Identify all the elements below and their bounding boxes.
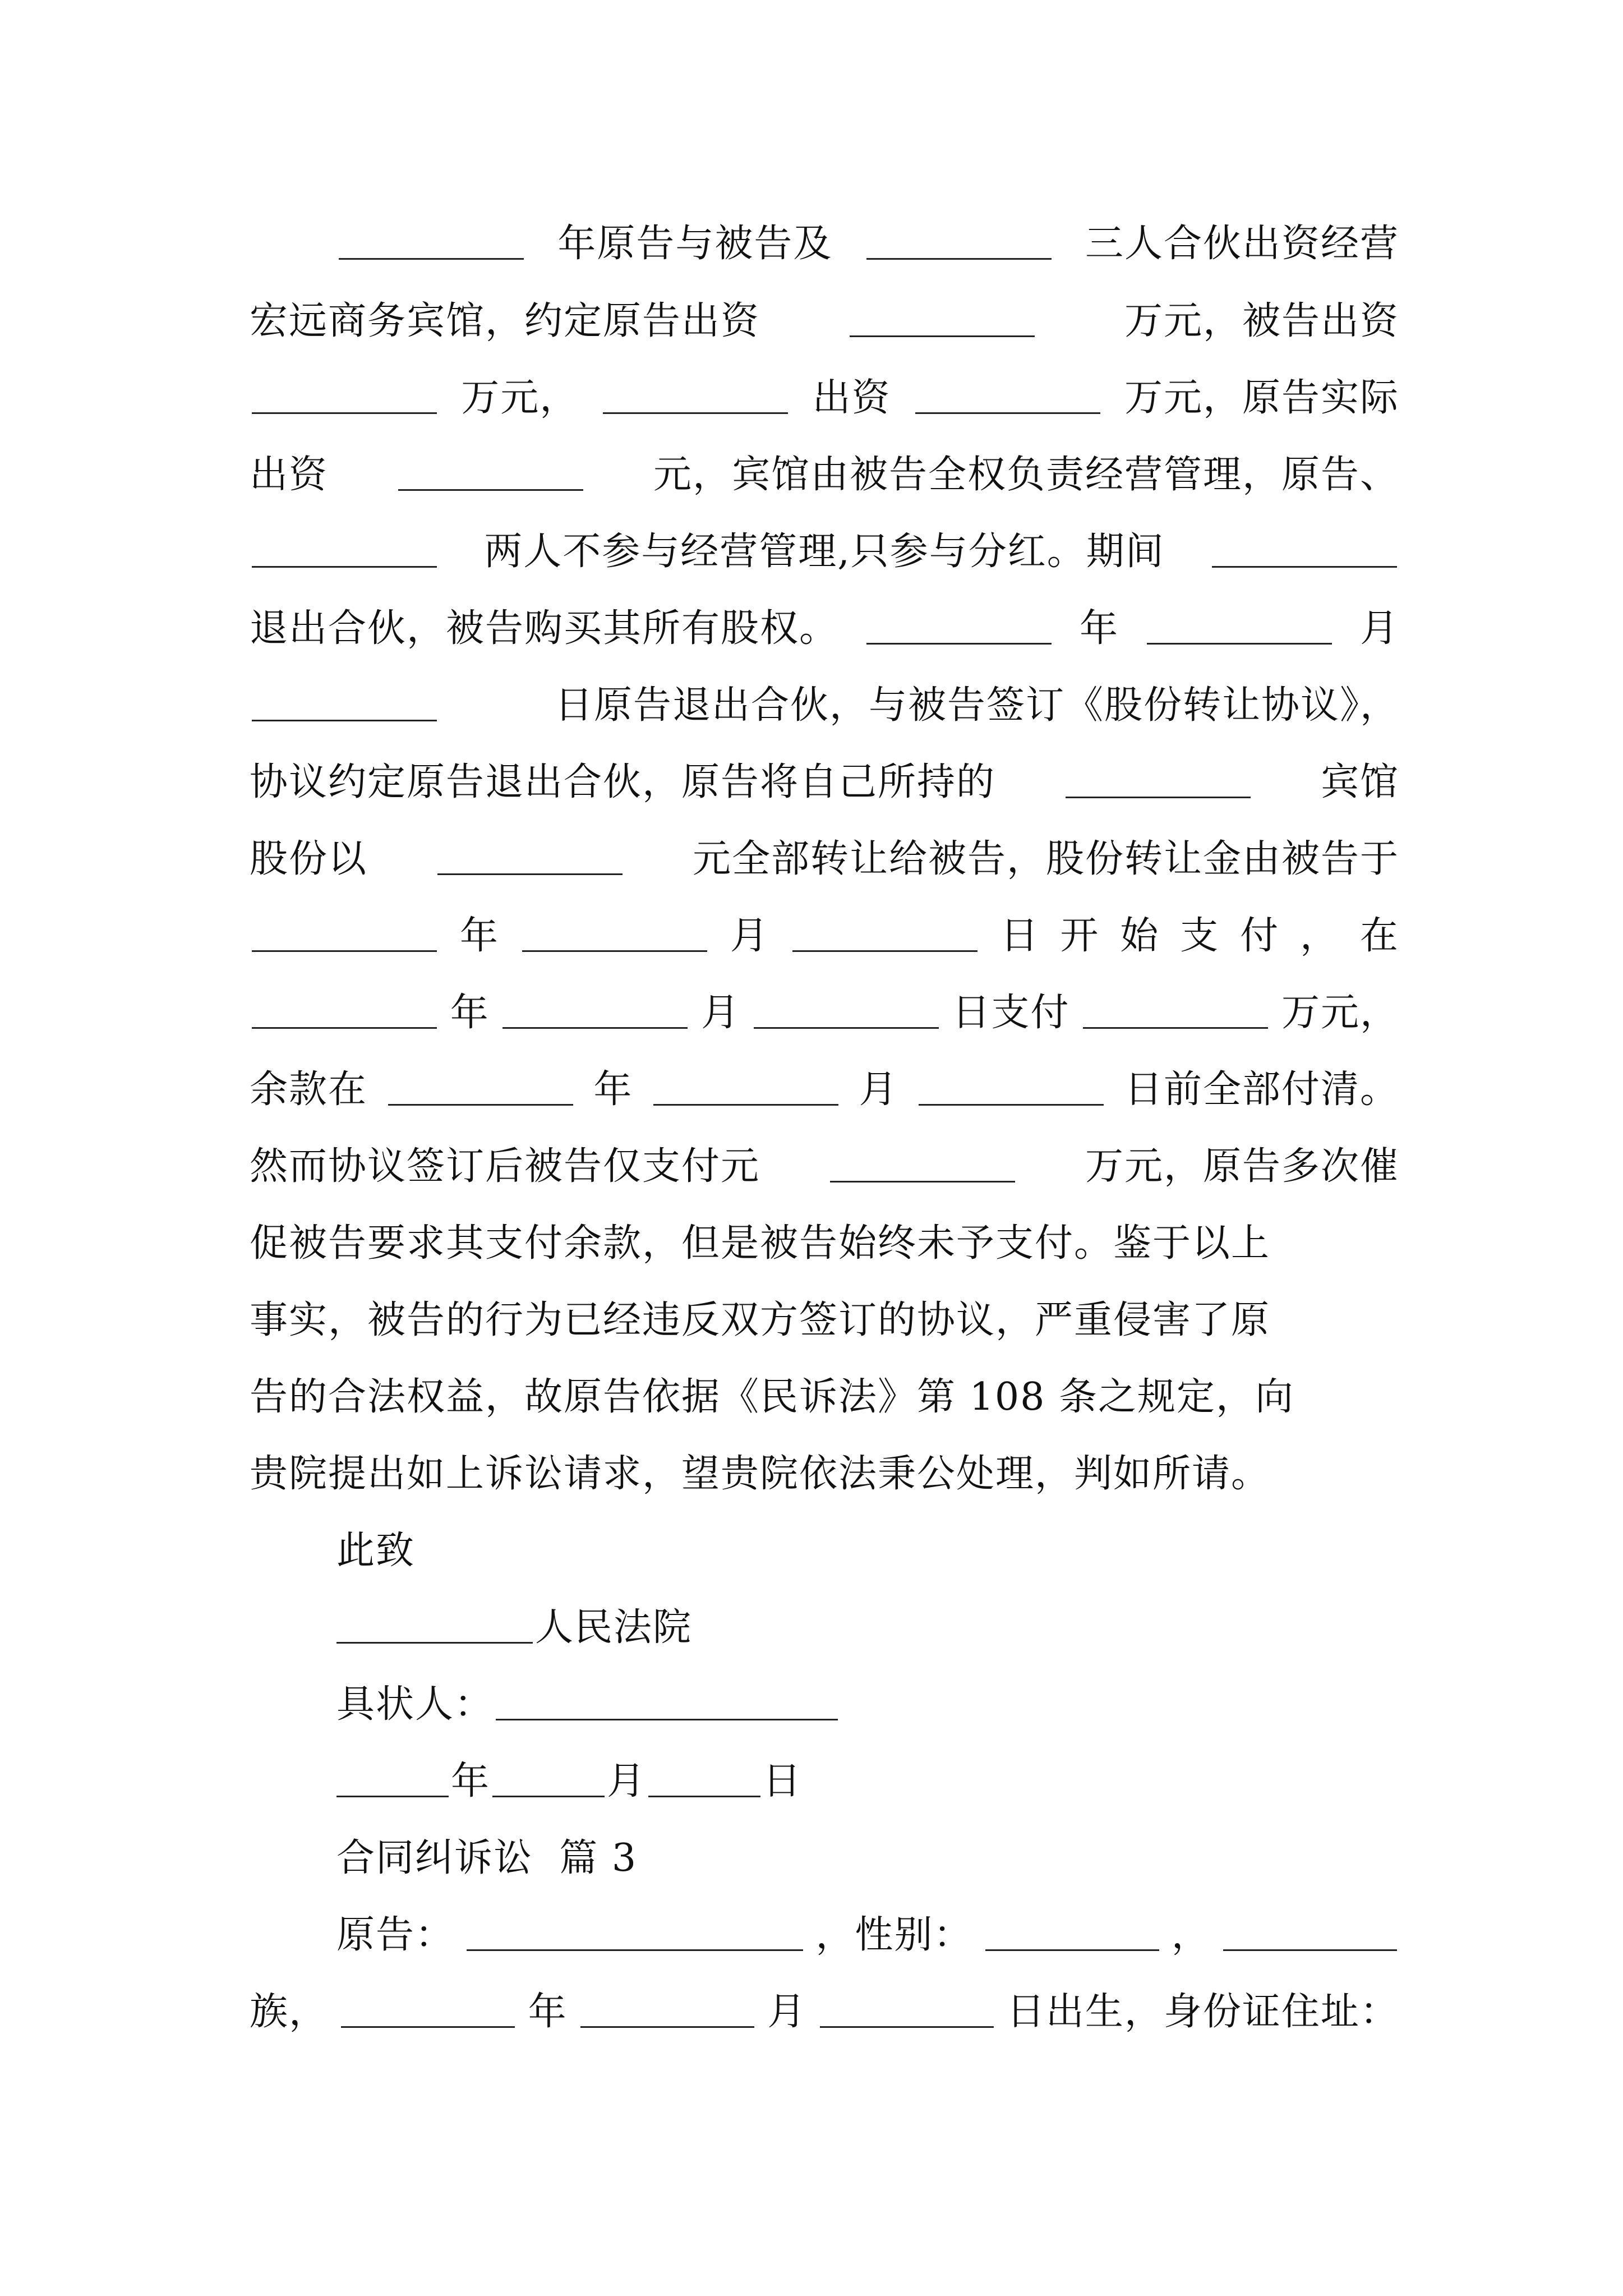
text-segment: 日 — [763, 1759, 803, 1803]
fill-blank — [341, 1993, 515, 2028]
paragraph-line — [250, 1369, 1399, 1425]
fill-blank — [492, 1762, 605, 1797]
text-segment: 万元，原告多次催 — [1085, 1144, 1399, 1189]
fill-blank — [1223, 1916, 1397, 1951]
text-segment: 年 — [1079, 606, 1119, 651]
fill-blank — [1083, 993, 1268, 1029]
paragraph-line — [250, 524, 1399, 580]
fill-blank — [1147, 609, 1332, 645]
fill-blank — [252, 917, 437, 952]
text-segment: ， — [1300, 914, 1340, 958]
text-segment: 在 — [1359, 914, 1399, 958]
text-segment: 万元， — [1281, 991, 1399, 1035]
text-segment: 族， — [250, 1990, 329, 2034]
court-name-text: 人民法院 — [535, 1605, 693, 1650]
text-segment: 出资 — [812, 376, 891, 420]
paragraph-line — [250, 1446, 1399, 1502]
paragraph-line — [250, 447, 1399, 503]
fill-blank — [985, 1916, 1159, 1951]
paragraph-line — [336, 216, 1399, 272]
fill-blank — [850, 302, 1035, 337]
text-segment: 贵院提出如上诉讼请求，望贵院依法秉公处理，判如所请。 — [250, 1452, 1271, 1496]
fill-blank — [792, 917, 978, 952]
paragraph-line — [250, 831, 1399, 887]
text-segment: 付 — [1240, 914, 1280, 958]
text-segment: 万元，被告出资 — [1124, 299, 1399, 343]
fill-blank — [830, 1147, 1015, 1182]
fill-blank — [252, 532, 437, 568]
fill-blank — [252, 686, 437, 721]
fill-blank — [866, 609, 1052, 645]
text-segment: 促被告要求其支付余款，但是被告始终未予支付。鉴于以上 — [250, 1221, 1271, 1266]
fill-blank — [252, 993, 437, 1029]
text-segment: 退出合伙，被告购买其所有股权。 — [250, 606, 839, 651]
text-segment: 宏远商务宾馆，约定原告出资 — [250, 299, 760, 343]
text-segment: 事实，被告的行为已经违反双方签订的协议，严重侵害了原 — [250, 1298, 1271, 1342]
text-segment: 万元，原告实际 — [1124, 376, 1399, 420]
text-segment: 月 — [767, 1990, 807, 2034]
text-segment: 年 — [450, 991, 490, 1035]
text-segment: 余款在 — [250, 1068, 368, 1112]
text-segment: 宾馆 — [1320, 760, 1399, 804]
text-segment: 万元， — [461, 376, 579, 420]
text-segment: 两人不参与经营管理,只参与分红。期间 — [484, 530, 1165, 574]
text-segment: 开 — [1060, 914, 1100, 958]
fill-blank — [398, 455, 583, 491]
fill-blank — [388, 1070, 573, 1106]
paragraph-line — [250, 1062, 1399, 1118]
text-segment: 年 — [593, 1068, 633, 1112]
date-line — [336, 1754, 1399, 1810]
fill-blank — [754, 993, 939, 1029]
fill-blank — [866, 224, 1052, 260]
text-segment: 年原告与被告及 — [557, 222, 833, 266]
section-heading-text: 合同纠诉讼 篇 3 — [336, 1836, 638, 1880]
text-segment: 日前全部付清。 — [1124, 1068, 1399, 1112]
paragraph-line — [250, 985, 1399, 1041]
fill-blank — [1212, 532, 1397, 568]
text-segment: ，性别： — [815, 1913, 973, 1957]
text-segment: 月 — [701, 991, 741, 1035]
paragraph-line — [336, 1907, 1399, 1963]
text-segment: 股份以 — [250, 837, 368, 881]
fill-blank — [522, 917, 707, 952]
filer-line — [336, 1677, 1399, 1733]
paragraph-line — [250, 754, 1399, 811]
fill-blank — [820, 1993, 994, 2028]
court-line — [336, 1600, 1399, 1656]
fill-blank — [496, 1685, 838, 1720]
paragraph-line — [250, 908, 1399, 964]
text-segment: 始 — [1120, 914, 1160, 958]
text-segment: 月 — [607, 1759, 647, 1803]
fill-blank — [919, 1070, 1104, 1106]
fill-blank — [603, 379, 788, 414]
text-segment: 日出生，身份证住址： — [1006, 1990, 1399, 2034]
paragraph-line — [250, 370, 1399, 426]
paragraph-line — [250, 1216, 1399, 1272]
filer-label: 具状人： — [336, 1682, 494, 1727]
text-segment: 月 — [1359, 606, 1399, 651]
fill-blank — [336, 1762, 449, 1797]
text-segment: 日支付 — [952, 991, 1070, 1035]
text-segment: 协议约定原告退出合伙，原告将自己所持的 — [250, 760, 996, 804]
fill-blank — [437, 840, 623, 875]
salutation-text: 此致 — [336, 1529, 416, 1573]
text-segment: 年 — [459, 914, 499, 958]
text-segment: 年 — [451, 1759, 491, 1803]
fill-blank — [1066, 763, 1251, 798]
text-segment: 日原告退出合伙，与被告签订《股份转让协议》， — [554, 683, 1399, 728]
paragraph-line — [250, 1984, 1399, 2040]
salutation-line — [336, 1523, 1399, 1579]
text-segment: 元全部转让给被告，股份转让金由被告于 — [692, 837, 1399, 881]
fill-blank — [339, 224, 524, 260]
fill-blank — [252, 379, 437, 414]
text-segment: ， — [1171, 1913, 1211, 1957]
paragraph-line — [250, 1139, 1399, 1195]
fill-blank — [336, 1608, 533, 1644]
text-segment: 出资 — [250, 453, 329, 497]
text-segment: 月 — [730, 914, 769, 958]
fill-blank — [648, 1762, 760, 1797]
section-heading — [336, 1830, 1399, 1887]
fill-blank — [502, 993, 688, 1029]
fill-blank — [467, 1916, 803, 1951]
text-segment: 月 — [859, 1068, 898, 1112]
text-segment: 元，宾馆由被告全权负责经营管理，原告、 — [653, 453, 1399, 497]
fill-blank — [653, 1070, 838, 1106]
text-segment: 告的合法权益，故原告依据《民诉法》第 108 条之规定，向 — [250, 1375, 1295, 1419]
paragraph-line — [250, 1292, 1399, 1349]
text-segment: 年 — [528, 1990, 568, 2034]
text-segment: 日 — [1000, 914, 1040, 958]
fill-blank — [915, 379, 1100, 414]
text-segment: 原告： — [336, 1913, 455, 1957]
paragraph-line — [250, 293, 1399, 349]
fill-blank — [580, 1993, 754, 2028]
paragraph-line — [250, 678, 1399, 734]
text-segment: 然而协议签订后被告仅支付元 — [250, 1144, 760, 1189]
text-segment: 支 — [1180, 914, 1220, 958]
paragraph-line — [250, 601, 1399, 657]
text-segment: 三人合伙出资经营 — [1085, 222, 1399, 266]
